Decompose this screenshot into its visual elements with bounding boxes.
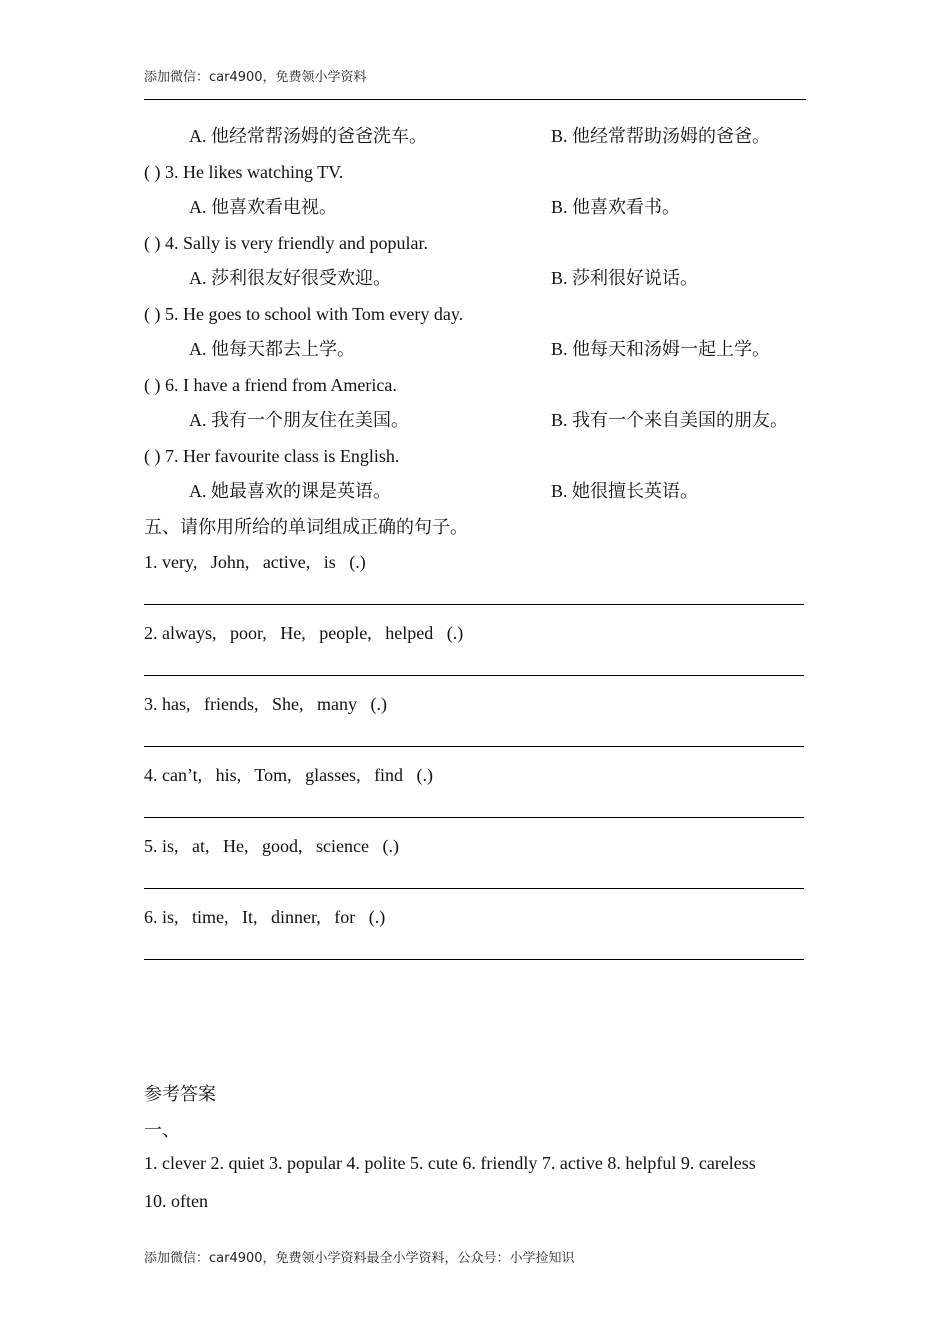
- answers-title: 参考答案: [144, 1084, 216, 1104]
- answers-line-1: 1. clever 2. quiet 3. popular 4. polite 5. cute 6. friendly 7. active 8. helpful 9. careless: [144, 1153, 756, 1173]
- q7-option-a: A. 她最喜欢的课是英语。: [189, 481, 391, 501]
- q5-option-a: A. 他每天都去上学。: [189, 339, 355, 359]
- answer-line-4: [144, 817, 804, 818]
- answer-line-2: [144, 675, 804, 676]
- q7-stem: ( ) 7. Her favourite class is English.: [144, 446, 400, 466]
- q3-stem: ( ) 3. He likes watching TV.: [144, 162, 344, 182]
- q5-stem: ( ) 5. He goes to school with Tom every day.: [144, 304, 464, 324]
- q4-stem: ( ) 4. Sally is very friendly and popular.: [144, 233, 428, 253]
- reorder-item-2: 2. always, poor, He, people, helped (.): [144, 623, 464, 643]
- answer-line-1: [144, 604, 804, 605]
- q5-option-b: B. 他每天和汤姆一起上学。: [551, 339, 771, 359]
- q4-option-b: B. 莎利很好说话。: [551, 268, 699, 288]
- q3-option-b: B. 他喜欢看书。: [551, 197, 681, 217]
- reorder-item-5: 5. is, at, He, good, science (.): [144, 836, 399, 856]
- q7-option-b: B. 她很擅长英语。: [551, 481, 699, 501]
- reorder-item-4: 4. can’t, his, Tom, glasses, find (.): [144, 765, 434, 785]
- q6-option-a: A. 我有一个朋友住在美国。: [189, 410, 409, 430]
- q2-option-b: B. 他经常帮助汤姆的爸爸。: [551, 126, 771, 146]
- reorder-item-1: 1. very, John, active, is (.): [144, 552, 366, 572]
- q6-option-b: B. 我有一个来自美国的朋友。: [551, 410, 789, 430]
- reorder-item-6: 6. is, time, It, dinner, for (.): [144, 907, 386, 927]
- answer-line-6: [144, 959, 804, 960]
- q2-option-a: A. 他经常帮汤姆的爸爸洗车。: [189, 126, 427, 146]
- answers-part-label: 一、: [144, 1120, 180, 1140]
- reorder-item-3: 3. has, friends, She, many (.): [144, 694, 387, 714]
- q6-stem: ( ) 6. I have a friend from America.: [144, 375, 397, 395]
- header-rule: [144, 99, 806, 100]
- section-title: 五、请你用所给的单词组成正确的句子。: [144, 517, 468, 537]
- answers-line-2: 10. often: [144, 1191, 208, 1211]
- q3-option-a: A. 他喜欢看电视。: [189, 197, 337, 217]
- answer-line-5: [144, 888, 804, 889]
- q4-option-a: A. 莎利很友好很受欢迎。: [189, 268, 391, 288]
- page-header: 添加微信：car4900，免费领小学资料: [144, 70, 367, 85]
- page-footer: 添加微信：car4900，免费领小学资料最全小学资料，公众号：小学捡知识: [144, 1251, 575, 1266]
- answer-line-3: [144, 746, 804, 747]
